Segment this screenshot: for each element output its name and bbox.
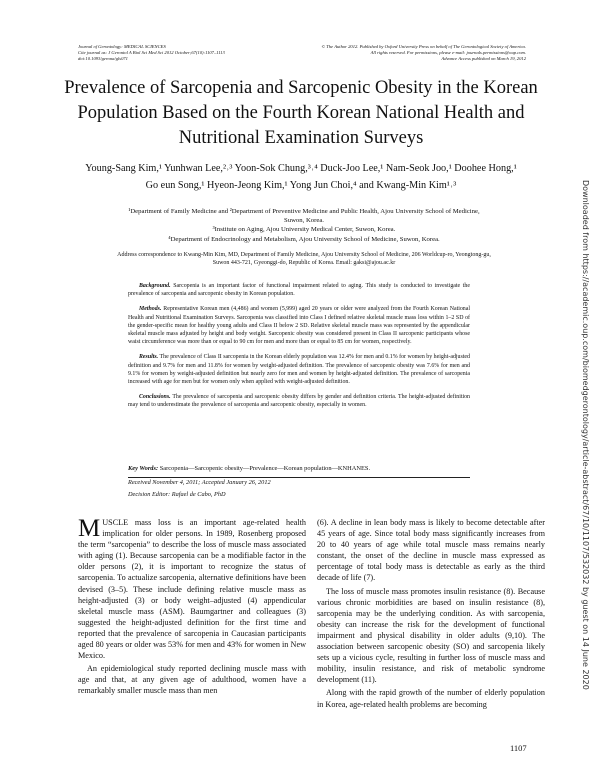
abstract-label: Background. xyxy=(139,283,171,289)
affiliation-line: ⁴Department of Endocrinology and Metabolism, Ajou University School of Medicine, Suwon, Korea. xyxy=(168,235,440,243)
author-list xyxy=(60,160,542,194)
correspondence-address xyxy=(78,251,530,268)
affiliation-line: ¹Department of Family Medicine and ²Department of Preventive Medicine and Public Health, Ajou University School of Medicine, xyxy=(128,208,480,215)
abstract-label: Methods. xyxy=(139,306,162,313)
journal-header-left xyxy=(78,44,298,63)
page-number: 1107 xyxy=(510,743,527,753)
copyright-line: © The Author 2012. Published by Oxford University Press on behalf of The Gerontological Society of America. xyxy=(321,44,526,49)
keywords-label: Key Words: xyxy=(128,465,159,472)
journal-citation: Cite journal as: J Gerontol A Biol Sci Med Sci 2012 October;67(10):1107–1113 xyxy=(78,50,225,56)
body-paragraph: The loss of muscle mass promotes insulin resistance (8). Because various chronic morbidities are based on insulin resistance (8), sarcopenia may be the underlying condition. As with sarcopenia, obesity can increase the risk for the development of functional impairment and physical disability in older adults (9,10). The association between sarcopenic obesity (SO) and sarcopenia likely sets up a vicious cycle, resulting in further loss of muscle mass and mobility, insulin resistance, and risk of metabolic syndrome development (11). xyxy=(317,586,545,685)
affiliation-line: ³Institute on Aging, Ajou University Medical Center, Suwon, Korea. xyxy=(212,226,396,234)
drop-cap: M xyxy=(78,515,101,542)
body-paragraph: Along with the rapid growth of the number of elderly population in Korea, age-related health problems are becoming xyxy=(317,688,545,709)
abstract-background: Background. Sarcopenia is an important factor of functional impairment related to aging. This study is conducted to investigate the prevalence of sarcopenia and sarcopenic obesity in Korean population. xyxy=(128,283,470,298)
download-watermark: Downloaded from https://academic.oup.com/biomedgerontology/article-abstract/67/10/1107/532032 by guest on 14 June 2020 xyxy=(581,180,590,690)
author-line: Go eun Song,¹ Hyeon-Jeong Kim,¹ Yong Jun Choi,⁴ and Kwang-Min Kim¹˒³ xyxy=(145,180,457,191)
body-paragraph: An epidemiological study reported declining muscle mass with age and that, at any given age of adulthood, women have a remarkably smaller muscle mass than men xyxy=(78,664,306,696)
body-column-left xyxy=(78,517,306,699)
journal-name: Journal of Gerontology: MEDICAL SCIENCES xyxy=(78,44,166,49)
journal-doi: doi:10.1093/gerona/gls071 xyxy=(78,56,128,62)
keywords-text: Sarcopenia—Sarcopenic obesity—Prevalence—Korean population—KNHANES. xyxy=(159,465,371,472)
affiliations xyxy=(78,207,530,244)
abstract-methods: Methods. Representative Korean men (4,486) and women (5,999) aged 20 years or older were analyzed from the Fourth Korean National Health and Nutritional Examination Surveys. Sarcopenia was classified into Class I defined relative skeletal muscle mass loss within 1–2 SD of the gender-specific mean for healthy young adults and Class II below 2 SD. Relative skeletal muscle mass was represented by the appendicular skeletal muscle mass adjusted by height and body weight. Sarcopenic obesity was considered present in Class II sarcopenic participants whose waist circumference was more than or equal to 90 cm for men and more than or equal to 85 cm for women, respectively. xyxy=(128,306,470,346)
body-paragraph: MUSCLE mass loss is an important age-related health implication for older persons. In 1989, Rosenberg proposed the term “sarcopenia” to describe the loss of muscle mass associated with aging (1). Because sarcopenia can be a modifiable factor in the older persons (2), it is important to recognize the status of sarcopenia. To actualize sarcopenia, alternative definitions have been devised (3–5). These include defining relative muscle mass as height-adjusted (3) or body weight–adjusted (4) appendicular skeletal muscle mass (ASM). Baumgartner and colleagues (3) suggested the height-adjusted definition for the first time and reported that the prevalence of sarcopenia in Caucasian participants aged 80 years or older was 53% for men and 43% for women in New Mexico. xyxy=(78,515,306,661)
address-line: Suwon 443-721, Gyeonggi-do, Republic of Korea. Email: gaksi@ajou.ac.kr xyxy=(212,260,396,267)
author-line: Young-Sang Kim,¹ Yunhwan Lee,²˒³ Yoon-Sok Chung,³˒⁴ Duck-Joo Lee,¹ Nam-Seok Joo,¹ Doohee Hong,¹ xyxy=(85,163,517,174)
abstract-label: Results. xyxy=(139,354,159,361)
received-dates: Received November 4, 2011; Accepted January 26, 2012 xyxy=(128,479,271,486)
affiliation-line: Suwon, Korea. xyxy=(284,217,324,225)
abstract-conclusions: Conclusions. The prevalence of sarcopenia and sarcopenic obesity differs by gender and definition criteria. The height-adjusted definition may tend to underestimate the prevalence of sarcopenia and sarcopenic obesity, especially in women. xyxy=(128,394,470,409)
address-line: Address correspondence to Kwang-Min Kim, MD, Department of Family Medicine, Ajou University School of Medicine, 206 Worldcup-ro, Yeongtong-gu, xyxy=(117,252,491,258)
abstract-results: Results. The prevalence of Class II sarcopenia in the Korean elderly population was 12.4% for men and 0.1% for women by height-adjusted definition and 9.7% for men and 11.8% for women by weight-adjusted definition. The prevalence of sarcopenic obesity was 7.6% for men and 9.1% for women by weight-adjusted definition but nearly zero for men and women by height-adjusted definition. The prevalence of sarcopenia increased with age for men but for women only when applied with weight-adjusted definition. xyxy=(128,354,470,386)
body-paragraph: (6). A decline in lean body mass is likely to become detectable after 45 years of age. Since total body mass significantly increases from 20 to 40 years of age while total muscle mass remains nearly constant, the onset of the decline in muscle mass expressed as percentage of total body mass is detectable as early as the third decade of life (7). xyxy=(317,518,545,583)
abstract-label: Conclusions. xyxy=(139,394,171,401)
keywords xyxy=(128,465,470,472)
journal-header-right xyxy=(283,44,526,63)
divider xyxy=(128,477,470,478)
permissions-line: All rights reserved. For permissions, please e-mail: journals.permissions@oup.com. xyxy=(370,50,526,56)
paper-title: Prevalence of Sarcopenia and Sarcopenic Obesity in the Korean Population Based on the Fourth Korean National Health and Nutritional Examination Surveys xyxy=(64,78,538,148)
decision-editor: Decision Editor: Rafael de Cabo, PhD xyxy=(128,491,226,498)
advance-access-line: Advance Access published on March 19, 2012 xyxy=(441,56,526,62)
abstract xyxy=(128,282,470,417)
body-column-right xyxy=(317,517,545,712)
